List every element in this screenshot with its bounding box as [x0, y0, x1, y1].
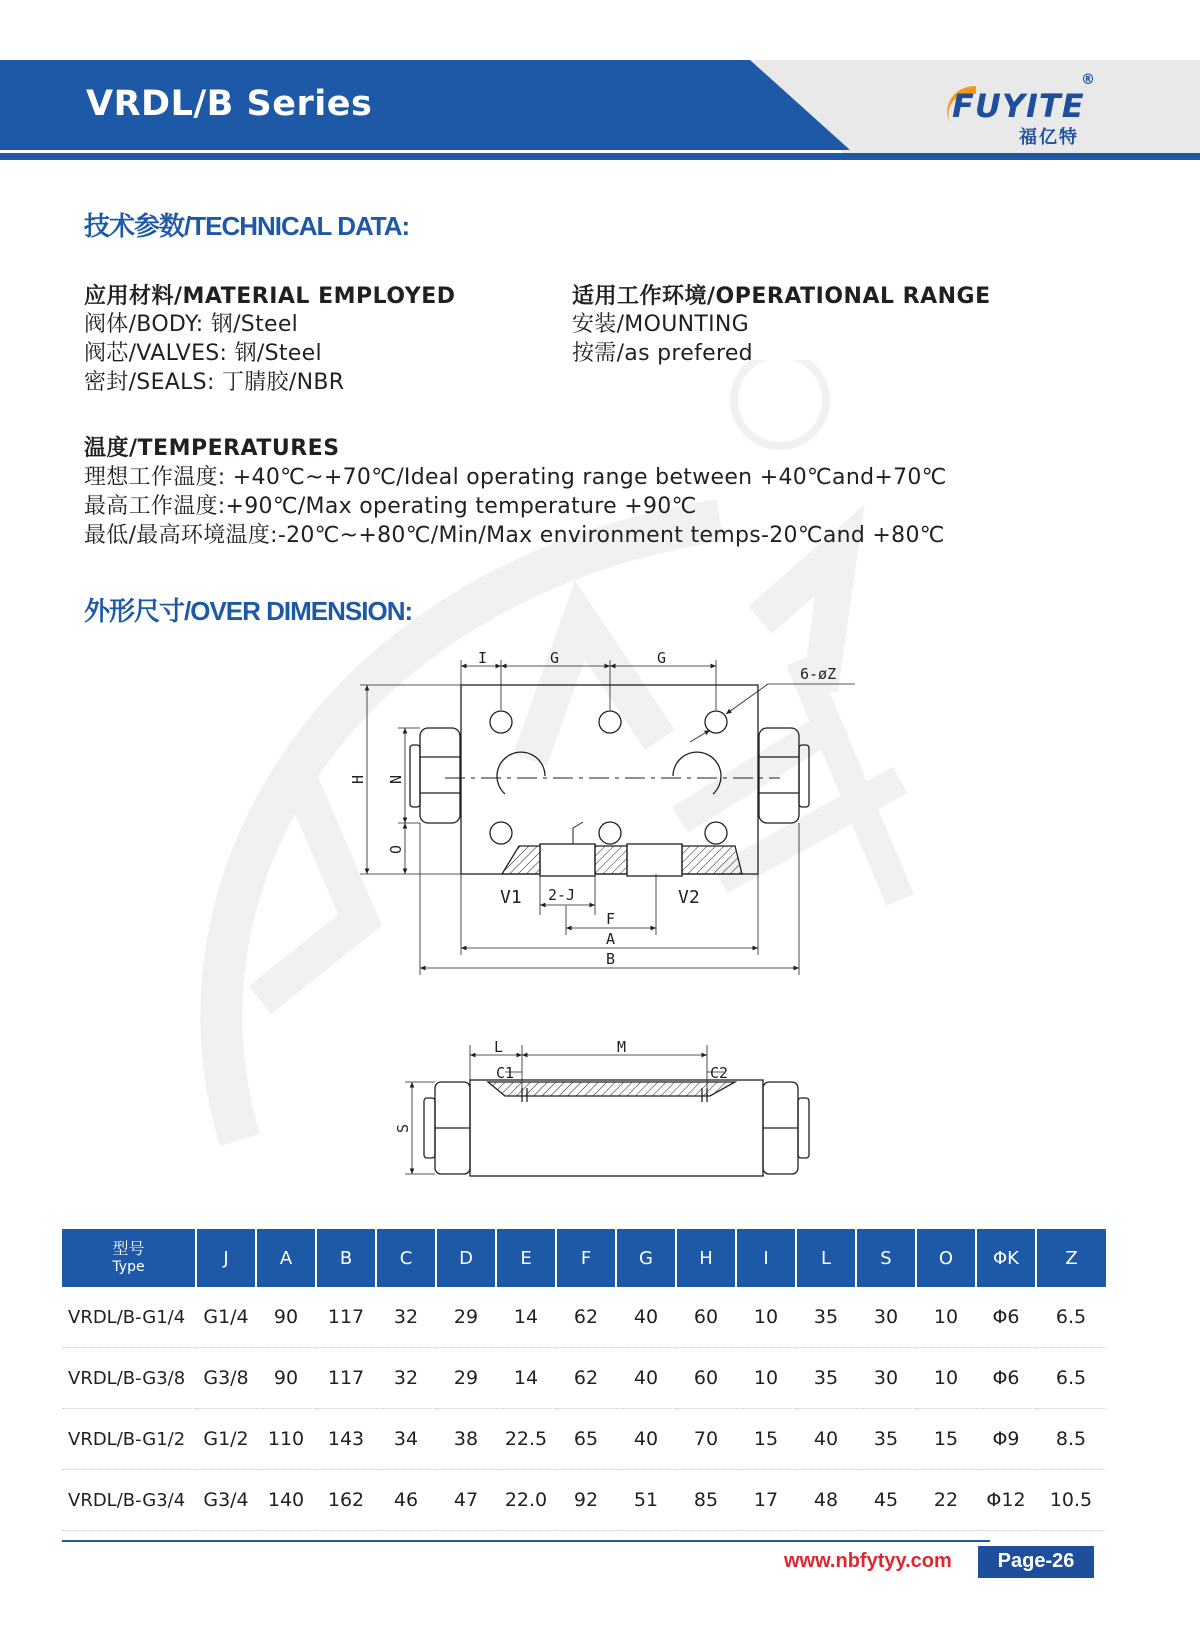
mounting-hole: [599, 822, 621, 844]
nut-left: [420, 728, 460, 823]
dim-label-a: A: [606, 930, 616, 948]
table-cell: 65: [556, 1409, 616, 1470]
table-cell: 45: [856, 1470, 916, 1531]
model-cell: VRDL/B-G3/8: [62, 1348, 196, 1409]
material-valves: 阀芯/VALVES: 钢/Steel: [84, 341, 322, 366]
footer-divider: [62, 1540, 990, 1542]
table-cell: 162: [316, 1470, 376, 1531]
table-cell: 90: [256, 1287, 316, 1348]
table-row: [62, 1348, 1106, 1409]
table-cell: 85: [676, 1470, 736, 1531]
table-row: [62, 1409, 1106, 1470]
table-cell: 22: [916, 1470, 976, 1531]
material-body: 阀体/BODY: 钢/Steel: [84, 312, 299, 337]
header-cell: A: [256, 1229, 316, 1287]
table-cell: Φ9: [976, 1409, 1036, 1470]
table-cell: 29: [436, 1287, 496, 1348]
table-cell: 117: [316, 1287, 376, 1348]
table-cell: Φ6: [976, 1287, 1036, 1348]
table-cell: 110: [256, 1409, 316, 1470]
logo-chinese-name: 福亿特: [1019, 127, 1079, 148]
table-cell: 60: [676, 1287, 736, 1348]
table-cell: 22.5: [496, 1409, 556, 1470]
material-seals: 密封/SEALS: 丁腈胶/NBR: [84, 370, 345, 395]
operational-heading: 适用工作环境/OPERATIONAL RANGE: [572, 284, 991, 309]
header-cell: O: [916, 1229, 976, 1287]
dim-label-c2: C2: [710, 1064, 729, 1082]
table-cell: Φ6: [976, 1348, 1036, 1409]
temperature-minmax: 最低/最高环境温度:-20℃~+80℃/Min/Max environment temps-20℃and +80℃: [84, 523, 945, 548]
table-cell: 15: [916, 1409, 976, 1470]
table-cell: 14: [496, 1348, 556, 1409]
table-cell: 51: [616, 1470, 676, 1531]
table-cell: 46: [376, 1470, 436, 1531]
table-cell: 35: [796, 1287, 856, 1348]
table-cell: 62: [556, 1287, 616, 1348]
header-cell: B: [316, 1229, 376, 1287]
dim-label-g2: G: [657, 649, 667, 667]
mounting-hole: [490, 711, 512, 733]
table-cell: 140: [256, 1470, 316, 1531]
dim-label-b: B: [606, 950, 616, 968]
table-cell: 117: [316, 1348, 376, 1409]
table-cell: G3/4: [196, 1470, 256, 1531]
dimension-table: [62, 1229, 1106, 1531]
model-cell: VRDL/B-G3/4: [62, 1470, 196, 1531]
table-cell: G1/2: [196, 1409, 256, 1470]
table-cell: 47: [436, 1470, 496, 1531]
material-heading: 应用材料/MATERIAL EMPLOYED: [84, 284, 456, 309]
table-cell: 40: [616, 1287, 676, 1348]
header-cell: L: [796, 1229, 856, 1287]
table-cell: 32: [376, 1287, 436, 1348]
header-cell: G: [616, 1229, 676, 1287]
model-cell: VRDL/B-G1/2: [62, 1409, 196, 1470]
table-cell: 10: [736, 1287, 796, 1348]
dim-label-v1: V1: [500, 887, 522, 908]
table-cell: 10.5: [1036, 1470, 1106, 1531]
dim-label-o: O: [387, 844, 405, 854]
table-cell: 70: [676, 1409, 736, 1470]
table-cell: 30: [856, 1287, 916, 1348]
table-cell: Φ12: [976, 1470, 1036, 1531]
table-cell: 10: [916, 1348, 976, 1409]
header-cell: S: [856, 1229, 916, 1287]
dim-label-s: S: [394, 1123, 412, 1133]
header-cell: D: [436, 1229, 496, 1287]
dim-label-n: N: [387, 774, 405, 784]
table-cell: 92: [556, 1470, 616, 1531]
header-cell: ΦK: [976, 1229, 1036, 1287]
table-cell: 62: [556, 1348, 616, 1409]
table-cell: 29: [436, 1348, 496, 1409]
table-cell: 34: [376, 1409, 436, 1470]
dim-label-j: 2-J: [548, 886, 576, 904]
logo-registered-mark: ®: [1081, 72, 1095, 88]
table-cell: 17: [736, 1470, 796, 1531]
header-type-en: Type: [112, 1259, 145, 1275]
table-cell: 48: [796, 1470, 856, 1531]
mounting-hole: [599, 711, 621, 733]
dim-label-m: M: [617, 1038, 627, 1056]
table-row: [62, 1287, 1106, 1348]
operational-mounting: 安装/MOUNTING: [572, 312, 750, 337]
temperature-ideal: 理想工作温度: +40℃~+70℃/Ideal operating range between +40℃and+70℃: [84, 465, 947, 490]
table-cell: 10: [736, 1348, 796, 1409]
table-cell: 35: [796, 1348, 856, 1409]
series-title: VRDL/B Series: [86, 84, 373, 124]
table-cell: 40: [796, 1409, 856, 1470]
technical-data-heading: 技术参数/TECHNICAL DATA:: [84, 211, 410, 241]
mounting-hole: [705, 822, 727, 844]
dim-label-l: L: [494, 1038, 504, 1056]
table-cell: G1/4: [196, 1287, 256, 1348]
nut-right: [759, 728, 799, 823]
logo-brand: FUYITE: [952, 87, 1085, 125]
table-header-row: [62, 1229, 1106, 1287]
table-cell: 14: [496, 1287, 556, 1348]
table-cell: G3/8: [196, 1348, 256, 1409]
dim-label-i: I: [478, 649, 488, 667]
temperature-max: 最高工作温度:+90℃/Max operating temperature +90℃: [84, 494, 697, 519]
dim-label-f: F: [606, 910, 616, 928]
mounting-hole: [705, 711, 727, 733]
header-cell: Z: [1036, 1229, 1106, 1287]
header-type: [62, 1229, 196, 1287]
table-cell: 35: [856, 1409, 916, 1470]
table-cell: 40: [616, 1409, 676, 1470]
mounting-hole: [490, 822, 512, 844]
dim-label-h: H: [349, 774, 367, 784]
over-dimension-heading: 外形尺寸/OVER DIMENSION:: [84, 596, 413, 626]
table-cell: 90: [256, 1348, 316, 1409]
header-cell: H: [676, 1229, 736, 1287]
model-cell: VRDL/B-G1/4: [62, 1287, 196, 1348]
table-cell: 60: [676, 1348, 736, 1409]
table-row: [62, 1470, 1106, 1531]
temperatures-heading: 温度/TEMPERATURES: [84, 436, 340, 461]
header-cell: J: [196, 1229, 256, 1287]
table-cell: 8.5: [1036, 1409, 1106, 1470]
table-cell: 6.5: [1036, 1287, 1106, 1348]
table-cell: 38: [436, 1409, 496, 1470]
table-cell: 40: [616, 1348, 676, 1409]
table-cell: 15: [736, 1409, 796, 1470]
page-number: Page-26: [997, 1550, 1075, 1572]
table-cell: 22.0: [496, 1470, 556, 1531]
dim-label-g1: G: [550, 649, 560, 667]
table-cell: 6.5: [1036, 1348, 1106, 1409]
table-cell: 30: [856, 1348, 916, 1409]
footer-website-link[interactable]: www.nbfytyy.com: [784, 1550, 952, 1572]
dim-label-z: 6-øZ: [800, 665, 837, 683]
dim-label-v2: V2: [678, 887, 700, 908]
table-cell: 143: [316, 1409, 376, 1470]
operational-prefered: 按需/as prefered: [572, 341, 753, 366]
header-cell: C: [376, 1229, 436, 1287]
header-type-cn: 型号: [112, 1239, 145, 1258]
header-cell: I: [736, 1229, 796, 1287]
table-cell: 10: [916, 1287, 976, 1348]
header-cell: E: [496, 1229, 556, 1287]
table-cell: 32: [376, 1348, 436, 1409]
header-cell: F: [556, 1229, 616, 1287]
dim-label-c1: C1: [496, 1064, 515, 1082]
